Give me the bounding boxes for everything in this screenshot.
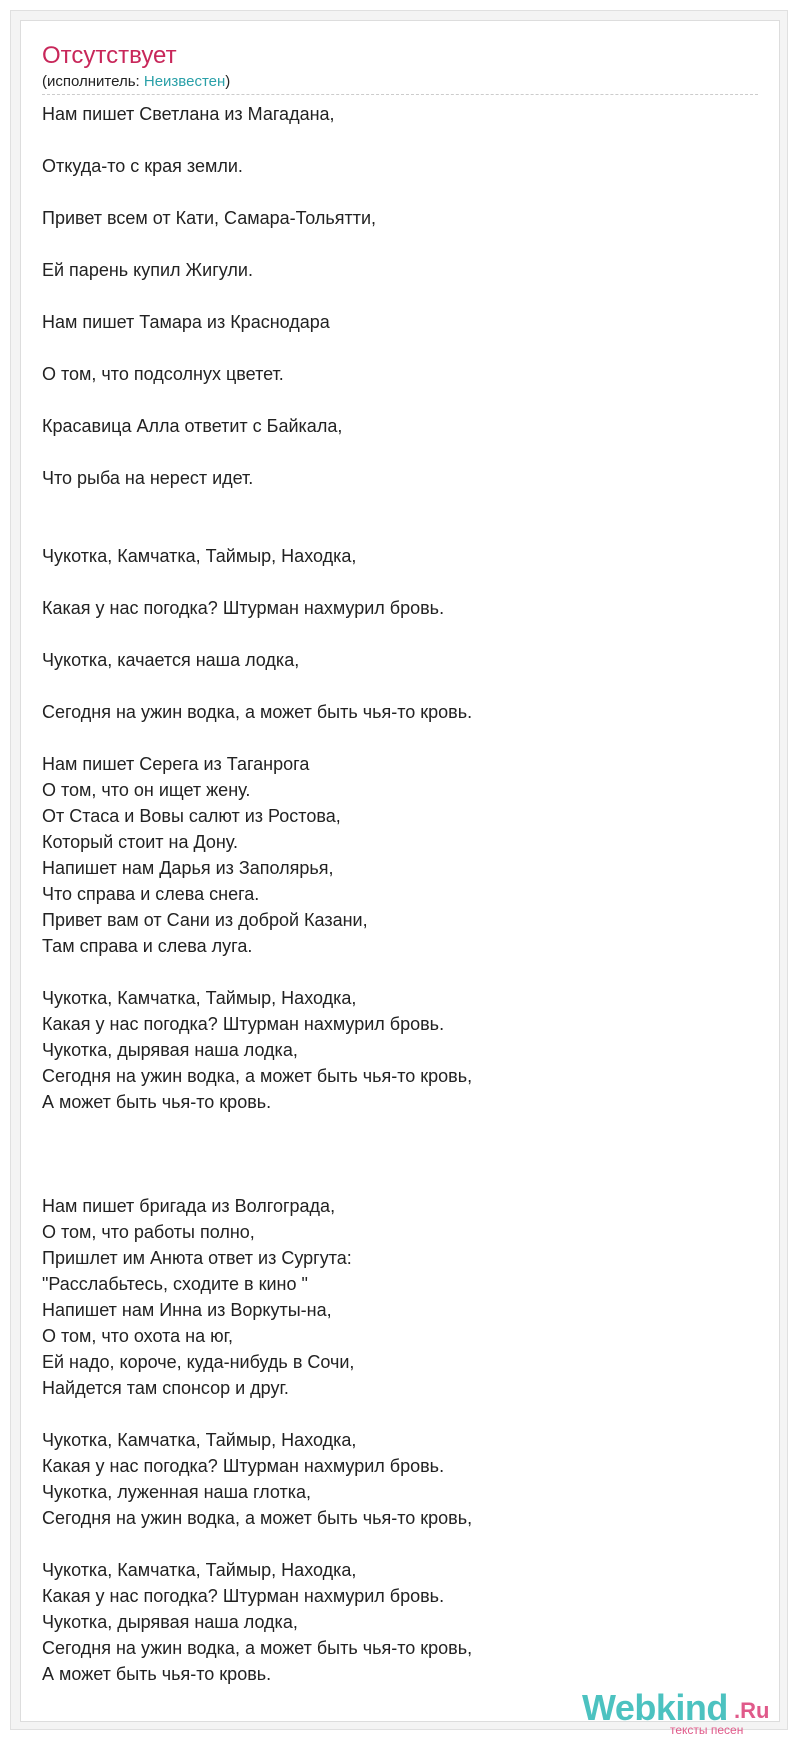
lyric-blank-line	[42, 1531, 742, 1557]
lyric-line: Чукотка, Камчатка, Таймыр, Находка,	[42, 546, 357, 566]
lyric-line: Чукотка, Камчатка, Таймыр, Находка,	[42, 1430, 357, 1450]
lyric-blank-line	[42, 569, 742, 595]
lyric-blank-line	[42, 621, 742, 647]
lyric-blank-line	[42, 1141, 742, 1167]
lyric-line: Чукотка, дырявая наша лодка,	[42, 1612, 298, 1632]
lyric-line: Найдется там спонсор и друг.	[42, 1378, 289, 1398]
title-divider	[42, 94, 758, 95]
lyric-line: Чукотка, Камчатка, Таймыр, Находка,	[42, 1560, 357, 1580]
lyric-line: Откуда-то с края земли.	[42, 156, 243, 176]
lyric-line: О том, что работы полно,	[42, 1222, 255, 1242]
lyric-line: Нам пишет Светлана из Магадана,	[42, 104, 335, 124]
lyric-line: Чукотка, луженная наша глотка,	[42, 1482, 312, 1502]
lyric-line: "Расслабьтесь, сходите в кино "	[42, 1274, 308, 1294]
logo-suffix-text: .Ru	[734, 1698, 770, 1723]
lyric-blank-line	[42, 959, 742, 985]
lyric-line: Какая у нас погодка? Штурман нахмурил бровь.	[42, 1014, 445, 1034]
lyric-blank-line	[42, 439, 742, 465]
lyric-blank-line	[42, 127, 742, 153]
lyric-line: Что рыба на нерест идет.	[42, 468, 254, 488]
lyric-blank-line	[42, 725, 742, 751]
lyric-blank-line	[42, 283, 742, 309]
lyric-line: Который стоит на Дону.	[42, 832, 239, 852]
lyric-line: Привет вам от Сани из доброй Казани,	[42, 910, 368, 930]
song-title: Отсутствует	[42, 42, 177, 69]
lyric-line: А может быть чья-то кровь.	[42, 1092, 272, 1112]
lyric-line: От Стаса и Вовы салют из Ростова,	[42, 806, 341, 826]
lyrics-text	[42, 101, 742, 1687]
lyric-line: Какая у нас погодка? Штурман нахмурил бровь.	[42, 1586, 445, 1606]
lyric-line: Пришлет им Анюта ответ из Сургута:	[42, 1248, 352, 1268]
lyric-line: О том, что подсолнух цветет.	[42, 364, 284, 384]
lyric-line: Нам пишет бригада из Волгограда,	[42, 1196, 336, 1216]
lyric-blank-line	[42, 673, 742, 699]
lyric-line: Привет всем от Кати, Самара-Тольятти,	[42, 208, 377, 228]
artist-suffix: )	[225, 73, 231, 90]
artist-line	[42, 72, 230, 92]
lyric-line: Чукотка, дырявая наша лодка,	[42, 1040, 298, 1060]
lyric-blank-line	[42, 1167, 742, 1193]
lyric-blank-line	[42, 491, 742, 517]
lyric-line: О том, что охота на юг,	[42, 1326, 233, 1346]
lyric-blank-line	[42, 179, 742, 205]
artist-prefix: (исполнитель:	[42, 73, 144, 90]
lyric-blank-line	[42, 387, 742, 413]
lyric-line: Чукотка, Камчатка, Таймыр, Находка,	[42, 988, 357, 1008]
lyric-line: Какая у нас погодка? Штурман нахмурил бровь.	[42, 598, 445, 618]
lyric-line: Сегодня на ужин водка, а может быть чья-то кровь,	[42, 1638, 473, 1658]
lyric-line: Напишет нам Дарья из Заполярья,	[42, 858, 334, 878]
lyric-blank-line	[42, 1115, 742, 1141]
lyric-line: Чукотка, качается наша лодка,	[42, 650, 300, 670]
lyric-line: Там справа и слева луга.	[42, 936, 253, 956]
lyric-line: Сегодня на ужин водка, а может быть чья-то кровь,	[42, 1508, 473, 1528]
lyric-line: Ей надо, короче, куда-нибудь в Сочи,	[42, 1352, 355, 1372]
logo-tagline: тексты песен	[670, 1723, 744, 1737]
lyric-blank-line	[42, 517, 742, 543]
lyric-blank-line	[42, 1401, 742, 1427]
lyric-line: Нам пишет Тамара из Краснодара	[42, 312, 330, 332]
webkind-logo[interactable]	[582, 1687, 772, 1737]
lyric-line: Красавица Алла ответит с Байкала,	[42, 416, 343, 436]
lyric-line: Сегодня на ужин водка, а может быть чья-то кровь.	[42, 702, 473, 722]
lyric-line: Какая у нас погодка? Штурман нахмурил бровь.	[42, 1456, 445, 1476]
lyric-blank-line	[42, 231, 742, 257]
lyric-line: Нам пишет Серега из Таганрога	[42, 754, 310, 774]
lyric-line: А может быть чья-то кровь.	[42, 1664, 272, 1684]
lyric-line: О том, что он ищет жену.	[42, 780, 251, 800]
lyric-line: Что справа и слева снега.	[42, 884, 260, 904]
lyric-line: Напишет нам Инна из Воркуты-на,	[42, 1300, 332, 1320]
logo-main-text: Webkind	[582, 1687, 728, 1728]
lyric-line: Ей парень купил Жигули.	[42, 260, 253, 280]
artist-link[interactable]: Неизвестен	[143, 73, 226, 90]
lyric-blank-line	[42, 335, 742, 361]
lyric-line: Сегодня на ужин водка, а может быть чья-то кровь,	[42, 1066, 473, 1086]
